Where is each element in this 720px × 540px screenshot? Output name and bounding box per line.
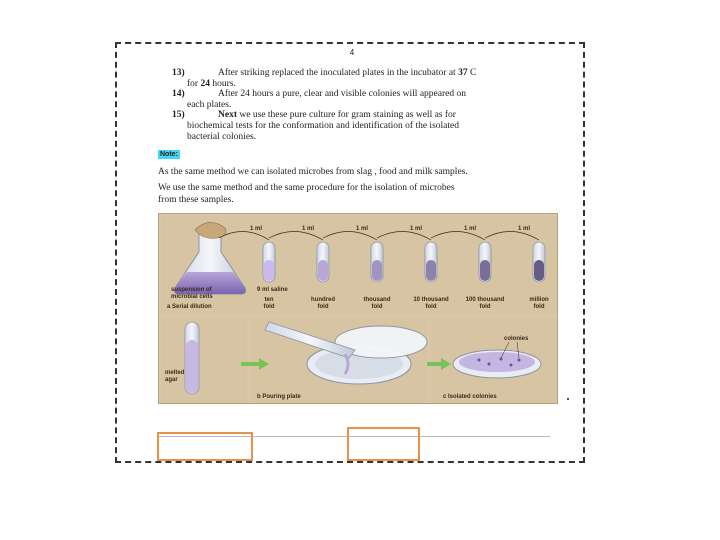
- step-text: After 24 hours a pure, clear and visible colonies will appeared on: [218, 89, 466, 99]
- tube-liquid: [480, 260, 490, 281]
- tube-liquid: [318, 260, 328, 281]
- step-number: 15): [172, 110, 185, 120]
- note-line: We use the same method and the same procedure for the isolation of microbes: [158, 183, 455, 193]
- dilution-label: fold: [371, 304, 383, 310]
- tube-liquid: [372, 260, 382, 281]
- tube-liquid: [264, 260, 274, 281]
- dilution-figure: [158, 213, 558, 404]
- step-text: C: [467, 68, 477, 78]
- dilution-label: fold: [533, 304, 545, 310]
- step-text: for: [187, 79, 201, 89]
- step-text: biochemical tests for the conformation and identification of the isolated: [187, 121, 459, 131]
- step-14: [172, 89, 557, 111]
- step-text: After striking replaced the inoculated plates in the incubator at: [218, 68, 459, 78]
- step-number: 13): [172, 68, 185, 78]
- note-paragraph-2: [158, 182, 553, 206]
- step-text: each plates.: [187, 100, 232, 110]
- suspension-label: microbial cells: [171, 294, 213, 300]
- footer-box-center: [347, 427, 420, 461]
- step-number: 14): [172, 89, 185, 99]
- note-label: Note:: [160, 151, 178, 158]
- dilution-label: million: [529, 297, 549, 303]
- figure-drawing: [159, 214, 559, 405]
- dilution-label: fold: [425, 304, 437, 310]
- transfer-volume-label: 1 ml: [250, 226, 263, 232]
- step-13: [172, 68, 557, 90]
- temperature-value: 37: [458, 68, 468, 78]
- transfer-volume-label: 1 ml: [464, 226, 477, 232]
- transfer-volume-label: 1 ml: [356, 226, 369, 232]
- panel-c-caption: c Isolated colonies: [443, 394, 497, 400]
- tube-liquid: [426, 260, 436, 281]
- margin-mark: [567, 398, 569, 400]
- transfer-volume-label: 1 ml: [302, 226, 315, 232]
- dilution-label: 100 thousand: [465, 297, 505, 303]
- panel-b-caption: b Pouring plate: [257, 394, 301, 400]
- step-text: we use these pure culture for gram staining as well as for: [237, 110, 456, 120]
- suspension-label: suspension of: [171, 287, 212, 293]
- melted-agar-label: agar: [165, 377, 178, 383]
- page-number: 4: [349, 48, 355, 57]
- note-line: from these samples.: [158, 195, 234, 205]
- dilution-label: fold: [317, 304, 329, 310]
- step-text: hours.: [209, 79, 236, 89]
- step-keyword: Next: [218, 110, 237, 120]
- note-paragraph-1: As the same method we can isolated microbes from slag , food and milk samples.: [158, 167, 468, 177]
- dilution-label: hundred: [311, 297, 335, 303]
- panel-melted-agar: [161, 318, 247, 403]
- transfer-volume-label: 1 ml: [410, 226, 423, 232]
- dilution-label: 10 thousand: [413, 297, 449, 303]
- melted-agar-label: melted: [165, 370, 185, 376]
- dilution-label: fold: [263, 304, 275, 310]
- step-text: bacterial colonies.: [187, 132, 257, 142]
- transfer-volume-label: 1 ml: [518, 226, 531, 232]
- footer-box-left: [157, 432, 253, 461]
- tube-liquid: [534, 260, 544, 281]
- dilution-label: ten: [264, 297, 274, 303]
- dilution-label: fold: [479, 304, 491, 310]
- panel-a-caption: a Serial dilution: [167, 304, 212, 310]
- hours-value: 24: [200, 79, 210, 89]
- dilution-label: thousand: [363, 297, 391, 303]
- step-15: [172, 110, 557, 143]
- saline-label: 9 ml saline: [257, 287, 288, 293]
- colonies-label: colonies: [504, 336, 529, 342]
- melted-agar-tube-icon: [185, 322, 199, 394]
